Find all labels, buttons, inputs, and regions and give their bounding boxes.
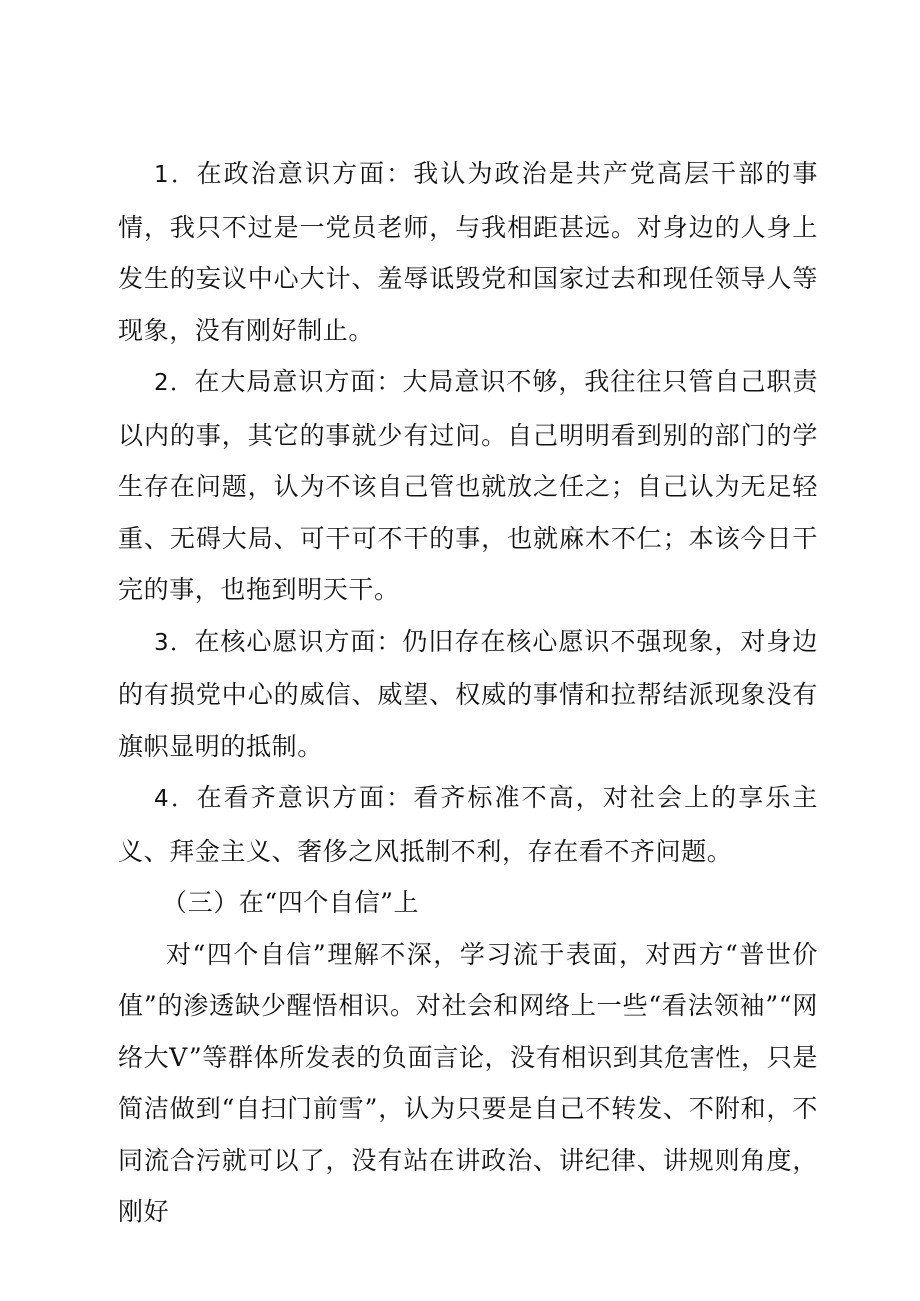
paragraph-number: 4． xyxy=(154,786,197,812)
paragraph-overall-awareness xyxy=(118,356,818,616)
paragraph-text: 在核心愿识方面：仍旧存在核心愿识不强现象，对身边的有损党中心的威信、威望、权威的事情和拉帮结派现象没有旗帜显明的抵制。 xyxy=(118,626,818,761)
section-heading: （三）在“四个自信”上 xyxy=(162,888,420,917)
paragraph-core-awareness xyxy=(118,616,818,773)
paragraph-text: 在政治意识方面：我认为政治是共产党高层干部的事情，我只不过是一党员老师，与我相距甚远。对身边的人身上发生的妄议中心大计、羞辱诋毁党和国家过去和现任领导人等现象，没有刚好制止。 xyxy=(118,159,818,345)
paragraph-number: 1． xyxy=(154,162,197,188)
paragraph-text: 在看齐意识方面：看齐标准不高，对社会上的享乐主义、拜金主义、奢侈之风抵制不利，存在看不齐问题。 xyxy=(118,783,818,866)
document-page xyxy=(118,148,818,1238)
paragraph-number: 3． xyxy=(154,629,195,656)
paragraph-alignment-awareness xyxy=(118,772,818,877)
paragraph-number: 2． xyxy=(154,370,195,396)
paragraph-political-awareness xyxy=(118,148,818,356)
paragraph-text: 在大局意识方面：大局意识不够，我往往只管自己职责以内的事，其它的事就少有过问。自己明明看到别的部门的学生存在问题，认为不该自己管也就放之任之；自己认为无足轻重、无碍大局、可干可不干的事，也就麻木不仁；本该今日干完的事，也拖到明天干。 xyxy=(118,367,818,604)
body-paragraph: 对“四个自信”理解不深，学习流于表面，对西方“普世价值”的渗透缺少醒悟相识。对社会和网络上一些“看法领袖”“网络大V”等群体所发表的负面言论，没有相识到其危害性，只是简洁做到“自扫门前雪”，认为只要是自己不转发、不附和，不同流合污就可以了，没有站在讲政治、讲纪律、讲规则角度，刚好 xyxy=(118,939,818,1226)
